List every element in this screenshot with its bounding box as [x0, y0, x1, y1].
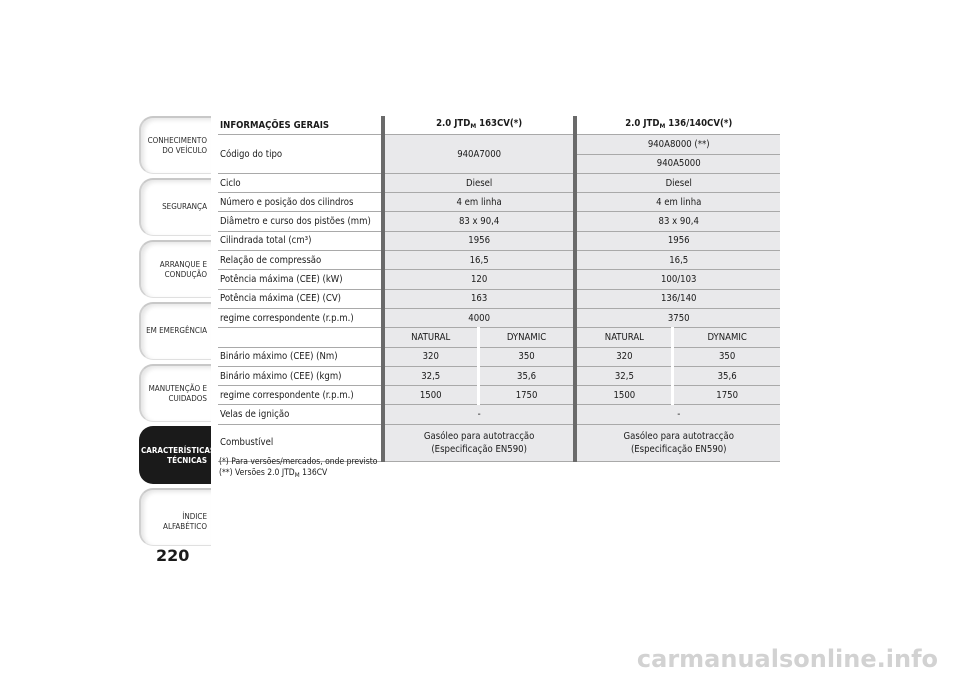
cell-cycle-136: Diesel [575, 173, 780, 192]
cell-code-136-a: 940A8000 (**) [575, 135, 780, 154]
footnotes [219, 457, 377, 481]
cell-bore-136: 83 x 90,4 [575, 212, 780, 231]
cell-cycle-163: Diesel [383, 173, 576, 192]
cell-mode-dynamic-136: DYNAMIC [673, 328, 780, 347]
cell-torque-rpm-3: 1500 [575, 386, 672, 405]
chapter-sidebar [139, 116, 216, 550]
cell-compression-163: 16,5 [383, 251, 576, 270]
tab-label: EM EMERGÊNCIA [146, 326, 207, 335]
cell-torque-kgm-4: 35,6 [673, 366, 780, 385]
cell-bore-163: 83 x 90,4 [383, 212, 576, 231]
table-row [218, 212, 780, 231]
table-row [218, 251, 780, 270]
row-label-cylinders: Número e posição dos cilindros [218, 193, 383, 212]
tab-caracteristicas-tecnicas[interactable] [139, 426, 216, 484]
tab-label: SEGURANÇA [162, 202, 207, 211]
cell-plugs-163: - [383, 405, 576, 424]
row-label-cycle: Ciclo [218, 173, 383, 192]
cell-mode-natural-136: NATURAL [575, 328, 672, 347]
table-row-modes [218, 328, 780, 347]
cell-displacement-136: 1956 [575, 231, 780, 250]
cell-plugs-136: - [575, 405, 780, 424]
table-row [218, 308, 780, 327]
table-row [218, 193, 780, 212]
table-row [218, 424, 780, 461]
footnote-1: (*) Para versões/mercados, onde previsto [219, 457, 378, 467]
row-label-compression: Relação de compressão [218, 251, 383, 270]
page-number: 220 [156, 546, 190, 565]
table-row [218, 231, 780, 250]
row-label-empty [218, 328, 383, 347]
cell-code-163: 940A7000 [383, 135, 576, 174]
table-row [218, 289, 780, 308]
footnote-2: (**) Versões 2.0 $JTD_M$ 136CV [219, 468, 328, 479]
fuel-line-1: Gasóleo para autotracção [623, 430, 734, 442]
tab-label: MANUTENÇÃO E CUIDADOS [148, 384, 207, 403]
cell-fuel-163 [383, 424, 576, 461]
table-row [218, 173, 780, 192]
tab-label: CONHECIMENTO DO VEÍCULO [147, 136, 207, 155]
cell-torque-nm-4: 350 [673, 347, 780, 366]
row-label-rpm: regime correspondente (r.p.m.) [218, 308, 383, 327]
table-row [218, 366, 780, 385]
cell-cylinders-163: 4 em linha [383, 193, 576, 212]
table-row [218, 135, 780, 154]
header-engine-163cv: 2.0 $JTD_M$ 163CV(*) [383, 116, 576, 135]
row-label-code: Código do tipo [218, 135, 383, 174]
cell-power-kw-136: 100/103 [575, 270, 780, 289]
row-label-displacement: Cilindrada total (cm³) [218, 231, 383, 250]
tab-label: CARACTERÍSTICAS TÉCNICAS [141, 446, 216, 465]
row-label-torque-kgm: Binário máximo (CEE) (kgm) [218, 366, 383, 385]
cell-torque-rpm-1: 1500 [383, 386, 478, 405]
cell-torque-rpm-2: 1750 [478, 386, 575, 405]
cell-power-cv-163: 163 [383, 289, 576, 308]
cell-torque-rpm-4: 1750 [673, 386, 780, 405]
cell-cylinders-136: 4 em linha [575, 193, 780, 212]
row-label-torque-nm: Binário máximo (CEE) (Nm) [218, 347, 383, 366]
cell-mode-natural-163: NATURAL [383, 328, 478, 347]
tab-label: ARRANQUE E CONDUÇÃO [159, 260, 207, 279]
tab-arranque-e-conducao[interactable] [139, 240, 211, 298]
row-label-torque-rpm: regime correspondente (r.p.m.) [218, 386, 383, 405]
cell-rpm-136: 3750 [575, 308, 780, 327]
row-label-fuel: Combustível [218, 424, 383, 461]
row-label-bore: Diâmetro e curso dos pistões (mm) [218, 212, 383, 231]
table-header-row [218, 116, 780, 135]
tab-manutencao-e-cuidados[interactable] [139, 364, 211, 422]
fuel-line-1: Gasóleo para autotracção [423, 430, 535, 442]
fuel-line-2: (Especificação EN590) [431, 443, 527, 455]
table-row [218, 347, 780, 366]
cell-fuel-136 [575, 424, 780, 461]
row-label-power-kw: Potência máxima (CEE) (kW) [218, 270, 383, 289]
cell-torque-nm-2: 350 [478, 347, 575, 366]
cell-displacement-163: 1956 [383, 231, 576, 250]
row-label-power-cv: Potência máxima (CEE) (CV) [218, 289, 383, 308]
header-general: INFORMAÇÕES GERAIS [218, 116, 383, 135]
tab-seguranca[interactable] [139, 178, 211, 236]
tab-em-emergencia[interactable] [139, 302, 211, 360]
watermark: carmanualsonline.info [636, 645, 938, 673]
table-row [218, 405, 780, 424]
cell-torque-nm-3: 320 [575, 347, 672, 366]
cell-torque-kgm-2: 35,6 [478, 366, 575, 385]
row-label-plugs: Velas de ignição [218, 405, 383, 424]
header-engine-136-140cv: 2.0 $JTD_M$ 136/140CV(*) [575, 116, 780, 135]
cell-mode-dynamic-163: DYNAMIC [478, 328, 575, 347]
cell-code-136-b: 940A5000 [575, 154, 780, 173]
fuel-line-2: (Especificação EN590) [630, 443, 727, 455]
cell-compression-136: 16,5 [575, 251, 780, 270]
tab-conhecimento-do-veiculo[interactable] [139, 116, 211, 174]
table-row [218, 386, 780, 405]
table-row [218, 270, 780, 289]
engine-spec-table [218, 116, 780, 462]
tab-indice-alfabetico[interactable] [139, 488, 211, 546]
cell-torque-kgm-3: 32,5 [575, 366, 672, 385]
cell-power-kw-163: 120 [383, 270, 576, 289]
cell-rpm-163: 4000 [383, 308, 576, 327]
tab-label: ÍNDICE ALFABÉTICO [163, 512, 207, 531]
cell-torque-nm-1: 320 [383, 347, 478, 366]
cell-torque-kgm-1: 32,5 [383, 366, 478, 385]
cell-power-cv-136: 136/140 [575, 289, 780, 308]
